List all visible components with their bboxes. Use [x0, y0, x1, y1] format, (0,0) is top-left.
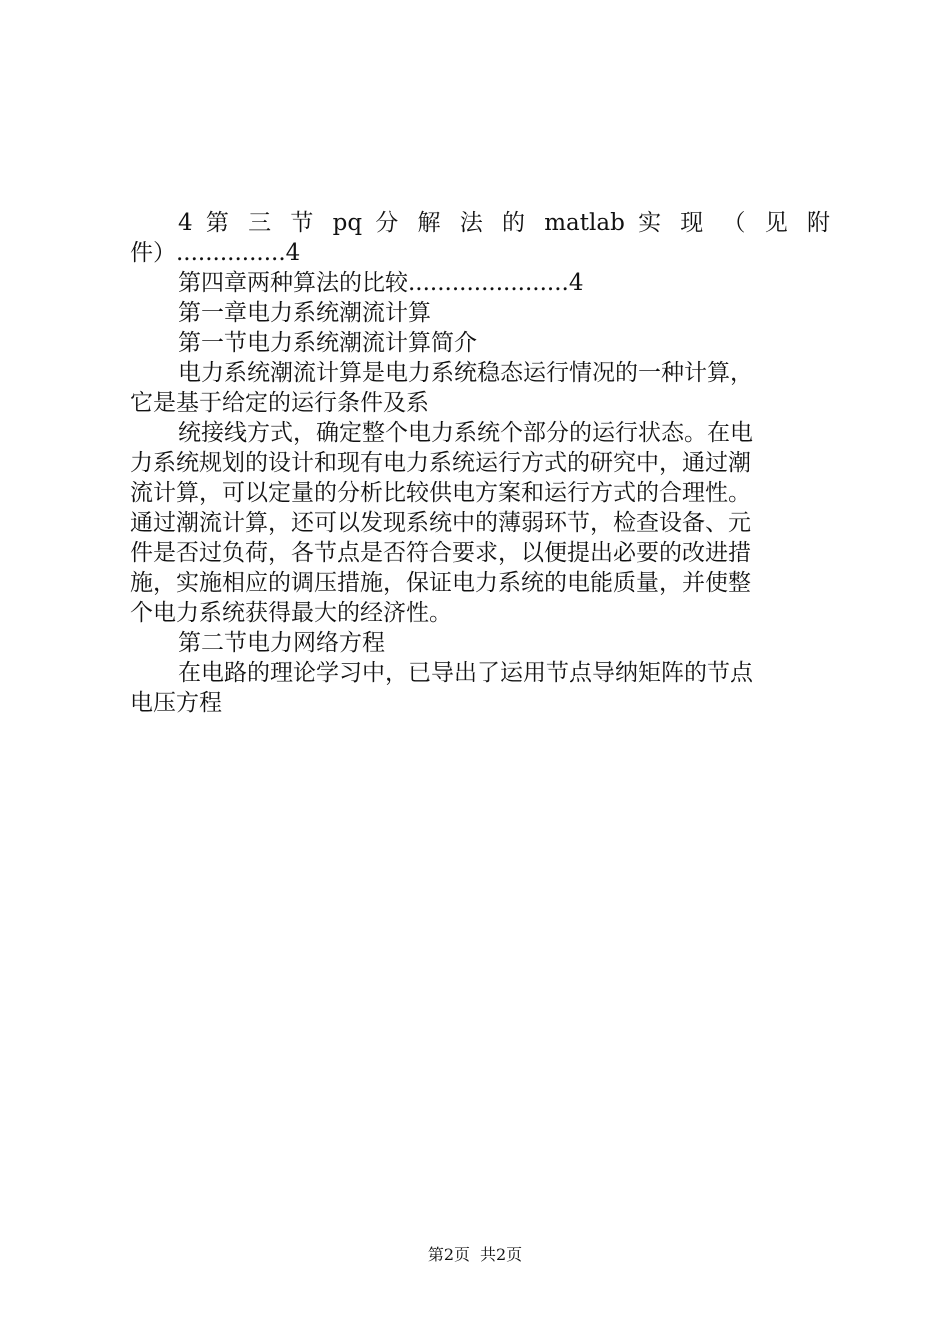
page-number: 第2页	[427, 1245, 470, 1264]
chapter1-heading: 第一章电力系统潮流计算	[178, 300, 431, 326]
section2-heading: 第二节电力网络方程	[178, 630, 385, 656]
document-body	[130, 208, 830, 718]
paragraph2-line2: 力系统规划的设计和现有电力系统运行方式的研究中，通过潮	[130, 450, 751, 476]
paragraph3-line2: 电压方程	[130, 690, 222, 716]
paragraph1-line1: 电力系统潮流计算是电力系统稳态运行情况的一种计算，	[178, 360, 753, 386]
toc-entry-matlab-line1: 4 第 三 节 pq 分 解 法 的 matlab 实 现 （ 见 附	[178, 210, 830, 236]
paragraph2-line1: 统接线方式，确定整个电力系统个部分的运行状态。在电	[178, 420, 753, 446]
paragraph1-line2: 它是基于给定的运行条件及系	[130, 390, 429, 416]
paragraph2-line3: 流计算，可以定量的分析比较供电方案和运行方式的合理性。	[130, 480, 751, 506]
paragraph2-line6: 施，实施相应的调压措施，保证电力系统的电能质量，并使整	[130, 570, 751, 596]
section1-heading: 第一节电力系统潮流计算简介	[178, 330, 477, 356]
page-total: 共2页	[480, 1245, 523, 1264]
paragraph3-line1: 在电路的理论学习中，已导出了运用节点导纳矩阵的节点	[178, 660, 753, 686]
toc-entry-matlab-line2: 件）...............4	[130, 240, 301, 266]
paragraph2-line5: 件是否过负荷，各节点是否符合要求，以便提出必要的改进措	[130, 540, 751, 566]
paragraph2-line4: 通过潮流计算，还可以发现系统中的薄弱环节，检查设备、元	[130, 510, 751, 536]
toc-entry-chapter4: 第四章两种算法的比较......................4	[178, 270, 584, 296]
paragraph2-line7: 个电力系统获得最大的经济性。	[130, 600, 452, 626]
page-footer	[0, 1245, 950, 1265]
